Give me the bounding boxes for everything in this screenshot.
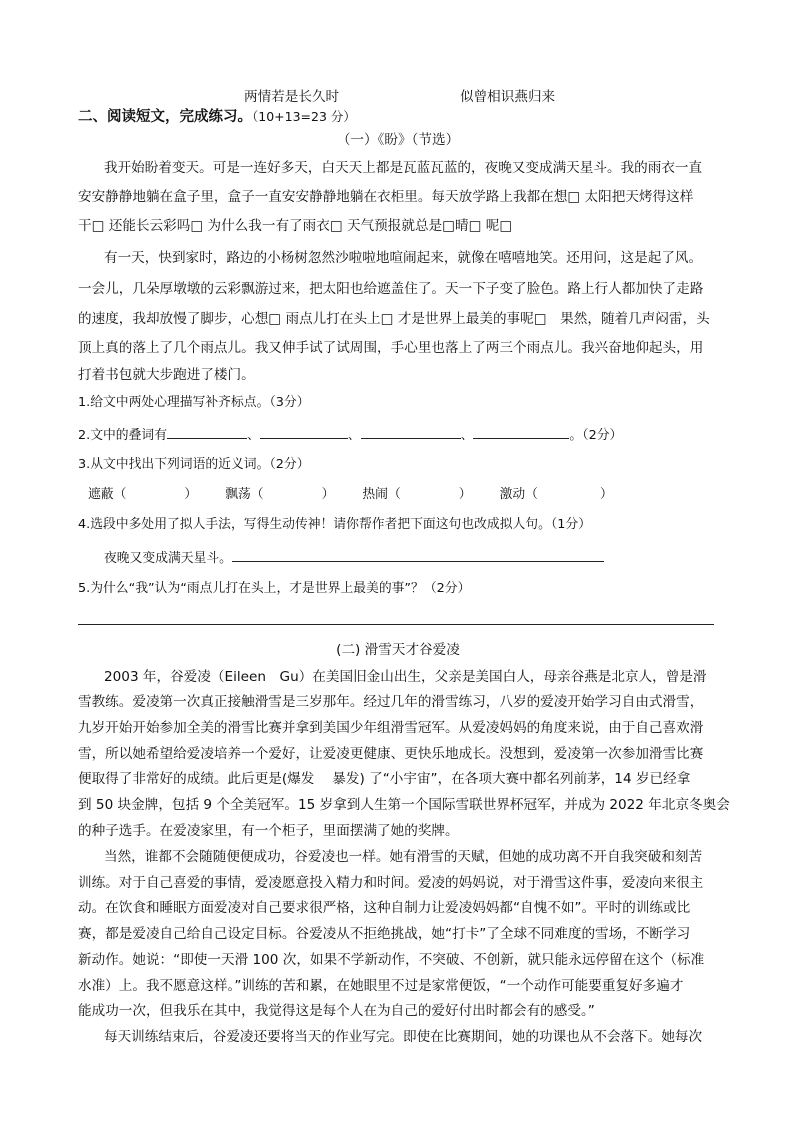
passage1-line: 我开始盼着变天。可是一连好多天，白天天上都是瓦蓝瓦蓝的，夜晚又变成满天星斗。我的雨衣一直: [104, 160, 703, 176]
synonym-close: ）: [321, 487, 335, 502]
question-4-sentence: 夜晚又变成满天星斗。: [104, 551, 232, 566]
answer-blank[interactable]: [473, 425, 569, 439]
passage1-line: 有一天，快到家时，路边的小杨树忽然沙啦啦地喧闹起来，就像在嘻嘻地笑。还用问，这是起了风。: [104, 250, 703, 266]
poem-line-left: 两情若是长久时: [244, 89, 340, 105]
answer-blank[interactable]: [260, 425, 348, 439]
passage2-line: 便取得了非常好的成绩。此后更是(爆发 暴发) 了“小宇宙”，在各项大赛中都名列前茅，14 岁已经拿: [78, 771, 691, 787]
question-2-suffix: 。（2分）: [569, 428, 623, 443]
passage1-line: 安安静静地躺在盒子里，盒子一直安安静静地躺在衣柜里。每天放学路上我都在想□ 太阳把天烤得这样: [78, 189, 694, 205]
question-2: [78, 425, 718, 445]
passage2-line: 雪教练。爱凌第一次真正接触滑雪是三岁那年。经过几年的滑雪练习，八岁的爱凌开始学习自由式滑雪，: [78, 694, 704, 710]
passage1-line: 顶上真的落上了几个雨点儿。我又伸手试了试周围，手心里也落上了两三个雨点儿。我兴奋地仰起头，用: [78, 340, 704, 356]
passage2-line: 水准）上。我不愿意这样。”训练的苦和累，在她眼里不过是家常便饭，“一个动作可能要重复好多遍才: [78, 978, 684, 994]
separator-line: [78, 624, 714, 625]
passage2-line: 九岁开始开始参加全美的滑雪比赛并拿到美国少年组滑雪冠军。从爱凌妈妈的角度来说，由于自己喜欢滑: [78, 720, 704, 736]
passage1-line: 的速度，我却放慢了脚步，心想□ 雨点儿打在头上□ 才是世界上最美的事呢□ 果然，随着几声闷雷，头: [78, 311, 710, 327]
question-4-answer-row: [104, 548, 744, 568]
passage1-title: （一）《盼》（节选）: [336, 132, 460, 148]
synonym-word: 激动（: [499, 487, 538, 502]
poem-line-right: 似曾相识燕归来: [460, 89, 556, 105]
synonym-close: ）: [184, 487, 198, 502]
section-heading-text: 二、阅读短文，完成练习。: [78, 109, 252, 125]
answer-blank[interactable]: [361, 425, 461, 439]
question-2-separator: 、: [460, 428, 474, 443]
question-2-prefix: 2.文中的叠词有: [78, 428, 167, 443]
passage2-line: 雪，所以她希望给爱凌培养一个爱好，让爱凌更健康、更快乐地成长。没想到，爱凌第一次参加滑雪比赛: [78, 746, 704, 762]
synonym-close: ）: [458, 487, 472, 502]
question-4: 4.选段中多处用了拟人手法，写得生动传神！请你帮作者把下面这句也改成拟人句。（1分）: [78, 517, 592, 532]
passage2-line: 到 50 块金牌，包括 9 个全美冠军。15 岁拿到人生第一个国际雪联世界杯冠军，并成为 2022 年北京冬奥会: [78, 797, 730, 813]
section-points: （10+13=23 分）: [252, 109, 356, 124]
passage2-line: 训练。对于自己喜爱的事情，爱凌愿意投入精力和时间。爱凌的妈妈说，对于滑雪这件事，爱凌向来很主: [78, 875, 704, 891]
passage2-line: 2003 年，谷爱凌（Eileen Gu）在美国旧金山出生，父亲是美国白人，母亲谷燕是北京人，曾是滑: [104, 669, 707, 685]
passage1-line: 干□ 还能长云彩吗□ 为什么我一有了雨衣□ 天气预报就总是□晴□ 呢□: [78, 218, 513, 234]
question-1: 1.给文中两处心理描写补齐标点。（3分）: [78, 395, 310, 410]
passage2-line: 动。在饮食和睡眠方面爱凌对自己要求很严格，这种自制力让爱凌妈妈都“自愧不如”。平时的训练或比: [78, 900, 691, 916]
synonym-word: 飘荡（: [225, 487, 264, 502]
answer-line[interactable]: [232, 548, 604, 562]
question-3-words: [88, 486, 728, 504]
question-3: 3.从文中找出下列词语的近义词。（2分）: [78, 457, 310, 472]
question-2-separator: 、: [247, 428, 260, 443]
section-heading: [78, 108, 718, 126]
passage2-line: 能成功一次，但我乐在其中，我觉得这是每个人在为自己的爱好付出时都会有的感受。”: [78, 1003, 595, 1019]
synonym-word: 遮蔽（: [88, 487, 127, 502]
passage2-line: 的种子选手。在爱凌家里，有一个柜子，里面摆满了她的奖牌。: [78, 823, 459, 839]
passage1-line: 一会儿，几朵厚墩墩的云彩飘游过来，把太阳也给遮盖住了。天一下子变了脸色。路上行人都加快了走路: [78, 281, 704, 297]
passage1-line: 打着书包就大步跑进了楼门。: [78, 367, 255, 383]
passage2-line: 当然，谁都不会随随便便成功，谷爱凌也一样。她有滑雪的天赋，但她的成功离不开自我突破和刻苦: [104, 849, 703, 865]
question-5: 5.为什么“我”认为“雨点儿打在头上，才是世界上最美的事”？（2分）: [78, 581, 471, 596]
passage2-line: 每天训练结束后，谷爱凌还要将当天的作业写完。即使在比赛期间，她的功课也从不会落下。她每次: [104, 1029, 703, 1045]
passage2-line: 赛，都是爱凌自己给自己设定目标。谷爱凌从不拒绝挑战，她“打卡”了全球不同难度的雪场，不断学习: [78, 926, 691, 942]
passage2-title: (二) 滑雪天才谷爱凌: [336, 642, 460, 658]
question-2-separator: 、: [347, 428, 361, 443]
answer-blank[interactable]: [167, 425, 247, 439]
synonym-close: ）: [599, 487, 613, 502]
passage2-line: 新动作。她说：“即使一天滑 100 次，如果不学新动作，不突破、不创新，就只能永远停留在这个（标准: [78, 952, 705, 968]
synonym-word: 热闹（: [362, 487, 401, 502]
